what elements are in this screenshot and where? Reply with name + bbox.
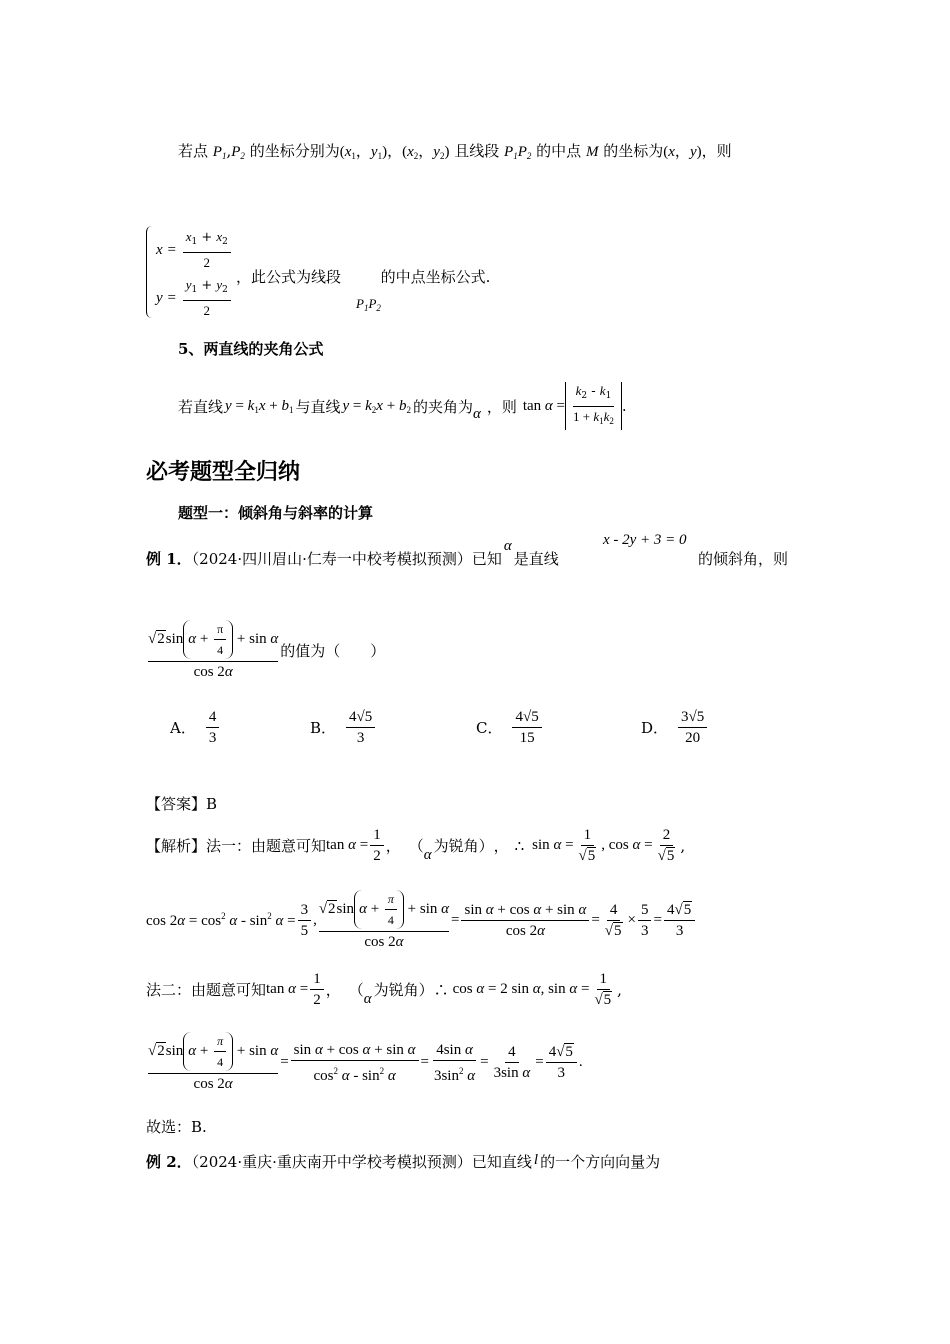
text: 且线段 — [454, 142, 500, 160]
example-label: 例 1． — [146, 550, 192, 568]
option-den: 15 — [519, 730, 535, 746]
text: ，此公式为线段 — [236, 268, 342, 286]
text: ∴ — [514, 836, 525, 855]
formula-x: x = $\frac{x_1 + x_2}{2}$ — [156, 228, 233, 272]
solution-method2-calc: √2sin α + $\frac{\pi}{4}$ + sin α cos 2α = $\frac{\text{sin α + cos α + sin α}}{\cos^2 \alpha - \sin^2 \alpha}$ = $\frac{\text{4sin α}}{3\sin^2 \alpha}$ = $\frac{4}{\text{3sin α}}$ = $\frac{4√5}{3}$ . — [148, 1034, 583, 1092]
text: 的中点坐标公式. — [380, 268, 491, 286]
type1-title: 题型一：倾斜角与斜率的计算 — [178, 504, 374, 522]
final-choice: 故选：B. — [146, 1118, 207, 1136]
text: 为锐角） — [433, 837, 494, 855]
option-den: 3 — [208, 730, 217, 746]
option-den: 20 — [685, 730, 701, 746]
text: 的夹角为 — [412, 397, 473, 416]
option-b[interactable] — [310, 708, 377, 747]
text: 是直线 — [513, 550, 559, 568]
option-label: B． — [310, 719, 337, 737]
text: ，则 — [486, 397, 517, 416]
example-label: 例 2． — [146, 1153, 192, 1171]
angle-formula-line: 若直线 $y = k_1x + b_1$ 与直线 $y = k_2x + b_2$ 的夹角为 α ，则 tan α = $\frac{k_2 - k_1}{1 + k_1k_2}$ . — [178, 382, 627, 430]
solution-method2: 法二：由题意可知 tan α = $\frac{1}{2}$ ， （ α 为锐角）∴ cos α = 2 sin α, sin α = $\frac{1}{√5}$ , — [146, 971, 622, 1008]
option-label: C． — [476, 719, 503, 737]
main-heading: 必考题型全归纳 — [146, 459, 301, 485]
text: （2024·四川眉山·仁寿一中校考模拟预测）已知 — [191, 550, 502, 568]
option-c[interactable] — [476, 708, 544, 747]
option-d[interactable] — [641, 708, 709, 747]
text: 若直线 — [178, 397, 224, 416]
text: 法二：由题意可知 — [146, 981, 267, 999]
text: 的值为（ ） — [280, 642, 386, 660]
midpoint-condition-line: 若点 $P_1,P_2$ 的坐标分别为($x_1$，$y_1$)，($x_2$，$y_2$) 且线段 $P_1P_2$ 的中点 M 的坐标为(x，y)，则 — [178, 142, 732, 161]
text: 为锐角）∴ — [373, 981, 449, 999]
text: 【解析】法一：由题意可知 — [146, 837, 327, 855]
text: 与直线 — [295, 397, 341, 416]
text: ，则 — [701, 142, 732, 160]
example2-line: 例 2．（2024·重庆·重庆南开中学校考模拟预测）已知直线 l 的一个方向向量为 — [146, 1152, 661, 1171]
segment-label: $P_1P_2$ — [356, 296, 381, 313]
expression-question: √2sin α + $\frac{\pi}{4}$ + sin α cos 2α 的值为（ ） — [148, 622, 386, 680]
solution-line2: $\cos 2\alpha = \cos^2 \alpha - \sin^2 \alpha$ = $\frac{3}{5}$ , √2sin α + $\frac{\pi}{4}$ + sin α cos 2α = $\frac{\text{sin α + cos α + sin α}}{\cos 2\alpha}$ = $\frac{4}{√5}$ × $\frac{5}{3}$ = $\frac{4√5}{3}$ — [146, 890, 697, 951]
option-num: 4 — [206, 708, 220, 728]
example1-line: 例 1．（2024·四川眉山·仁寿一中校考模拟预测）已知α是直线 — [146, 538, 559, 568]
midpoint-desc — [236, 266, 490, 287]
option-label: D． — [641, 719, 669, 737]
text: 的一个方向向量为 — [540, 1153, 661, 1171]
text: （2024·重庆·重庆南开中学校考模拟预测）已知直线 — [191, 1153, 532, 1171]
text: 的坐标为 — [603, 142, 664, 160]
line-equation: x - 2y + 3 = 0 — [603, 532, 687, 548]
option-num: 3√5 — [678, 708, 707, 728]
text: 的坐标分别为 — [249, 142, 340, 160]
option-num: 4√5 — [346, 708, 375, 728]
text: 的倾斜角，则 — [698, 550, 789, 568]
option-num: 4√5 — [512, 708, 541, 728]
option-den: 3 — [356, 730, 365, 746]
formula-y: y = $\frac{y_1 + y_2}{2}$ — [156, 276, 233, 320]
section5-title: 5、两直线的夹角公式 — [178, 340, 324, 358]
answer: 【答案】B — [146, 795, 218, 813]
text: 的中点 — [536, 142, 582, 160]
option-label: A． — [170, 719, 196, 737]
option-a[interactable] — [170, 708, 221, 747]
solution-line1: 【解析】法一：由题意可知 tan α = $\frac{1}{2}$ ， （ α 为锐角） ， ∴ sin α = $\frac{1}{√5}$ , cos α = $\frac{2}{√5}$ , — [146, 827, 686, 864]
text: 若点 — [178, 142, 209, 160]
